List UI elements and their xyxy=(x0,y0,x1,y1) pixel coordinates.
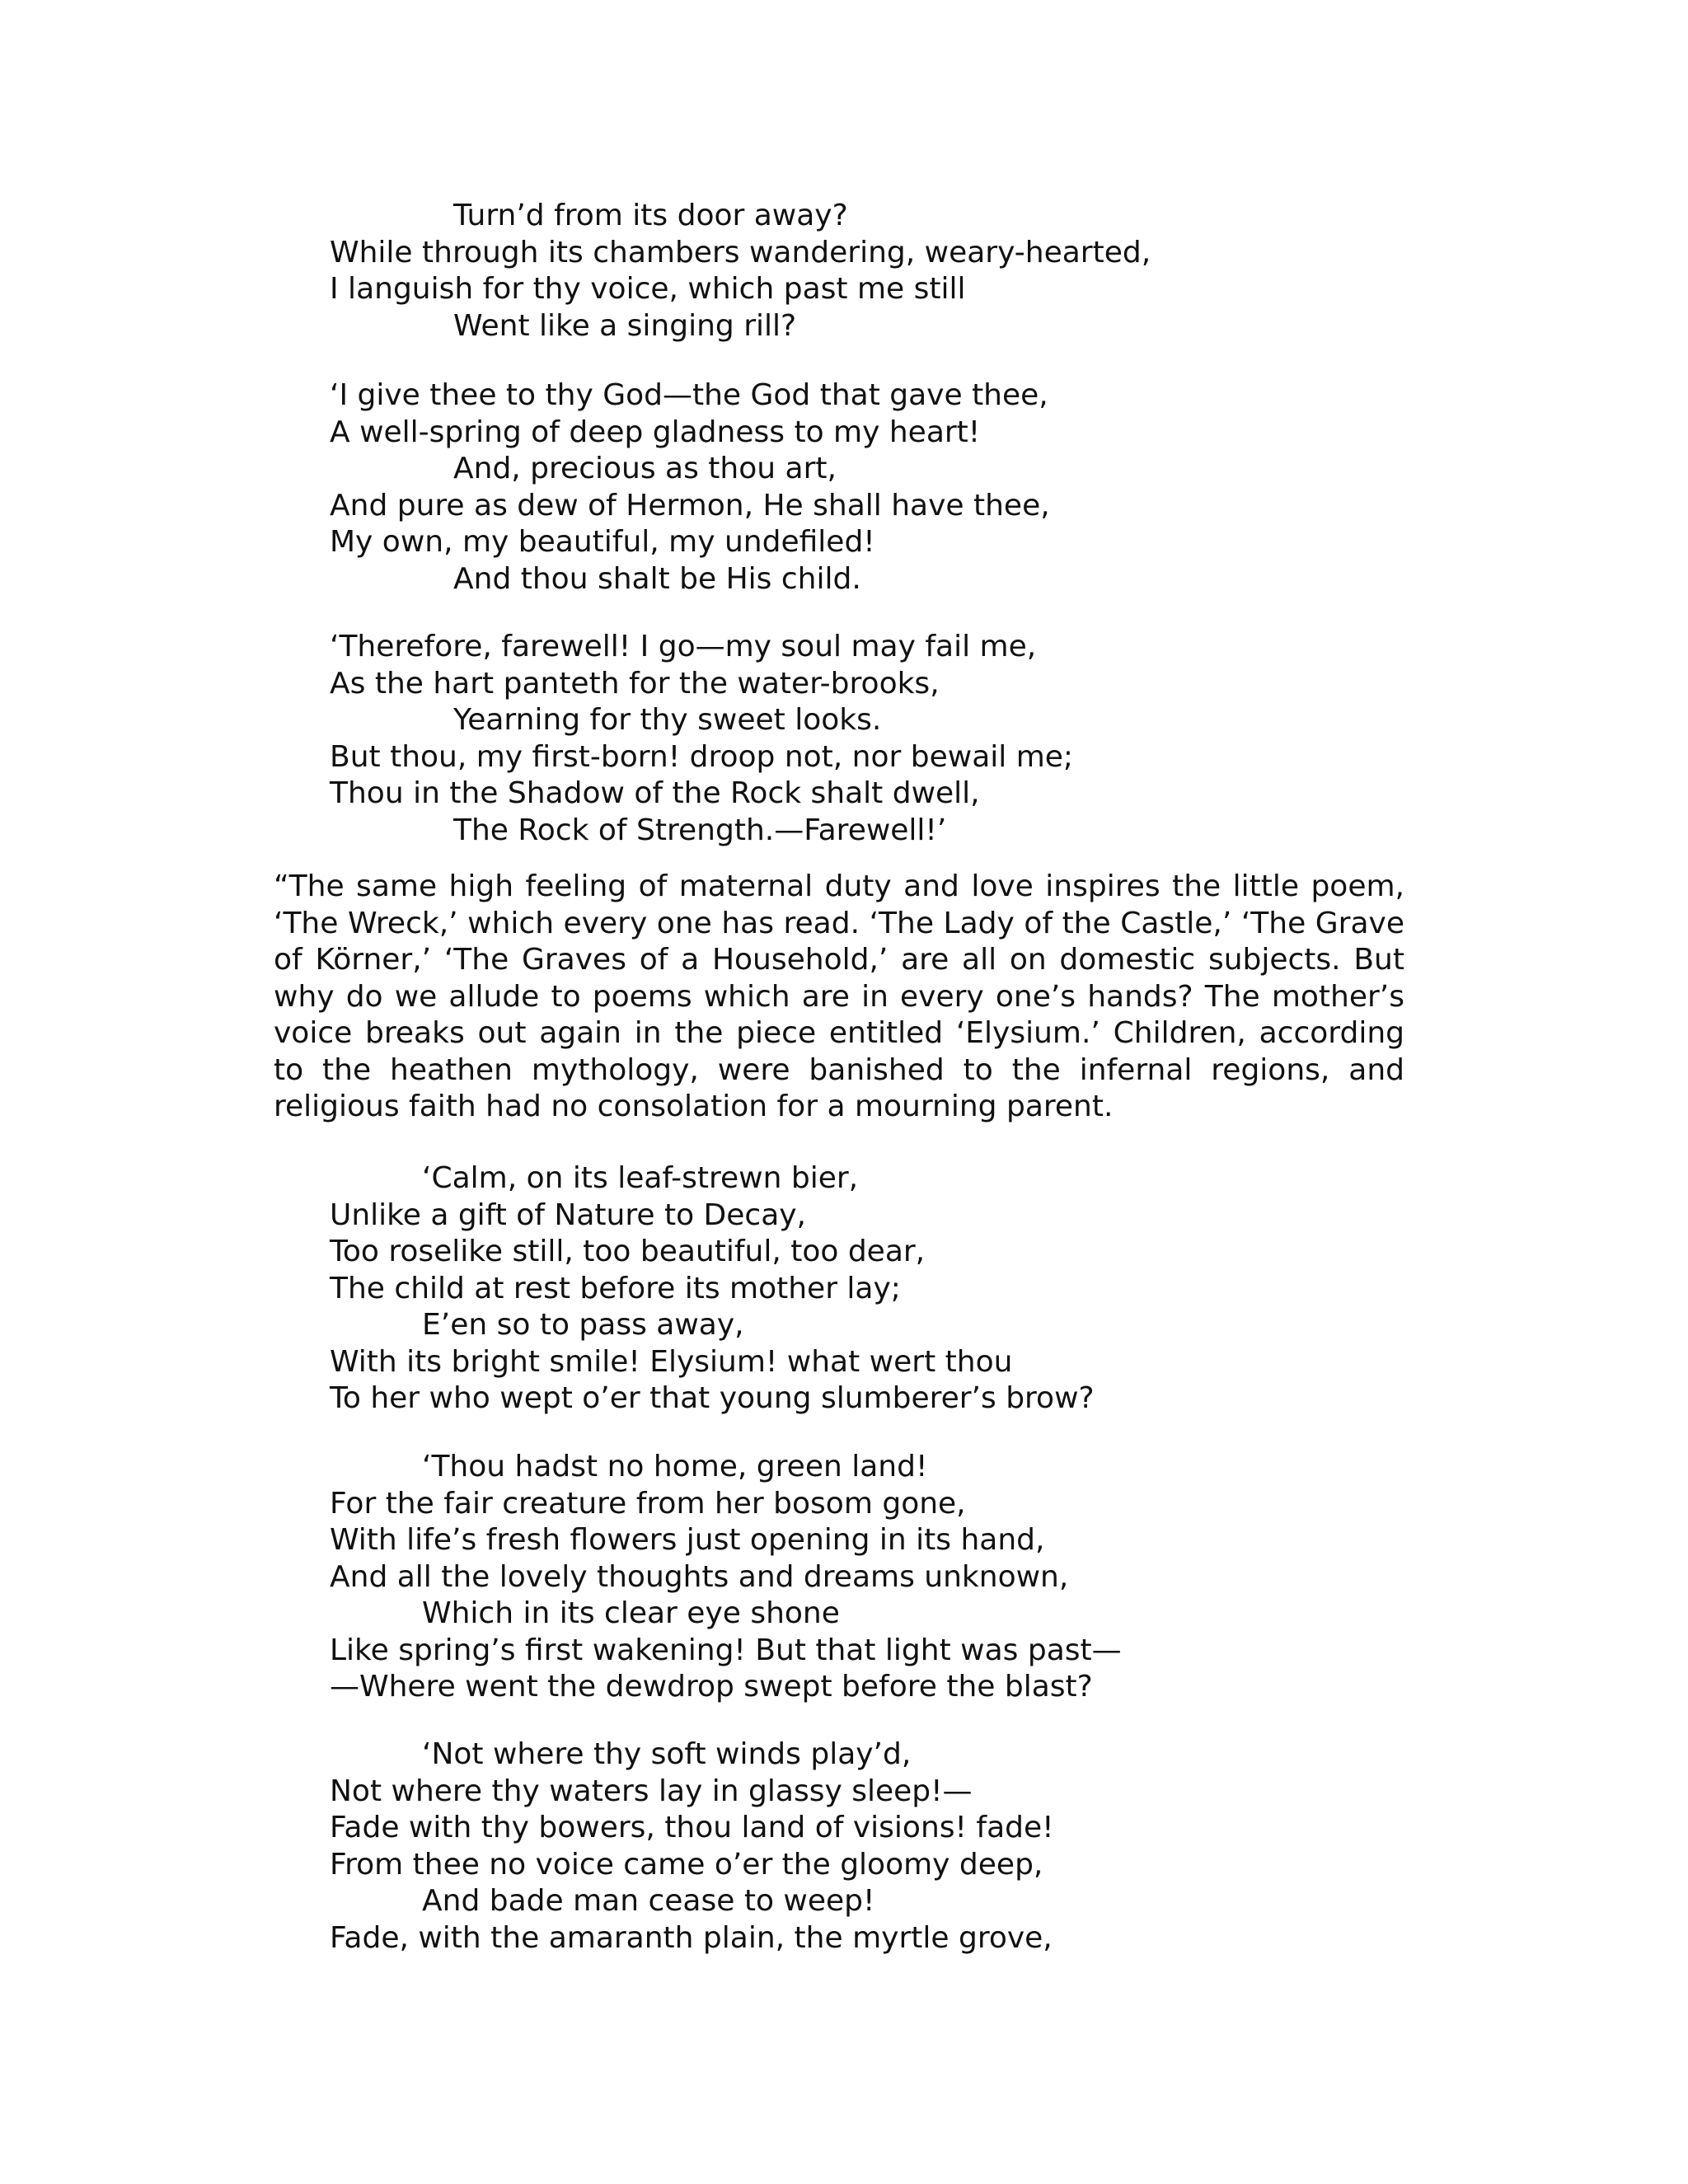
verse-line: And thou shalt be His child. xyxy=(453,561,861,596)
verse-line: ‘Not where thy soft winds play’d, xyxy=(422,1737,912,1771)
verse-line: With life’s fresh flowers just opening in its hand, xyxy=(330,1523,1045,1557)
verse-line: Which in its clear eye shone xyxy=(422,1596,840,1630)
poem-stanza-4 xyxy=(330,1160,1442,1418)
verse-line: But thou, my first-born! droop not, nor bewail me; xyxy=(330,739,1074,774)
prose-paragraph: “The same high feeling of maternal duty and love inspires the little poem, ‘The Wreck,’ which every one has read. ‘The Lady of the Castle,’ ‘The Grave of Körner,’ ‘The Graves of a Household,’ are all on domestic subjects. But why do we allude to poems which are in every one’s hands? The mother’s voice breaks out again in the piece entitled ‘Elysium.’ Children, according to the heathen mythology, were banished to the infernal regions, and religious faith had no consolation for a mourning parent. xyxy=(274,869,1404,1123)
verse-line: ‘Calm, on its leaf-strewn bier, xyxy=(422,1161,859,1195)
poem-stanza-6 xyxy=(330,1736,1442,1957)
poem-stanza-5 xyxy=(330,1449,1442,1706)
verse-line: The child at rest before its mother lay; xyxy=(330,1271,901,1305)
verse-line: To her who wept o’er that young slumberer’s brow? xyxy=(330,1381,1095,1415)
verse-line: Unlike a gift of Nature to Decay, xyxy=(330,1197,807,1232)
verse-line: My own, my beautiful, my undefiled! xyxy=(330,525,875,559)
verse-line: A well-spring of deep gladness to my heart! xyxy=(330,415,981,449)
verse-line: Fade, with the amaranth plain, the myrtle grove, xyxy=(330,1920,1053,1955)
verse-line: From thee no voice came o’er the gloomy deep, xyxy=(330,1847,1043,1882)
poem-stanza-2 xyxy=(330,377,1442,598)
verse-line: As the hart panteth for the water-brooks, xyxy=(330,666,940,701)
poem-stanza-1 xyxy=(330,198,1442,344)
verse-line: With its bright smile! Elysium! what wert thou xyxy=(330,1344,1013,1379)
verse-line: While through its chambers wandering, weary-hearted, xyxy=(330,235,1151,269)
verse-line: Yearning for thy sweet looks. xyxy=(453,703,882,737)
verse-line: ‘Thou hadst no home, green land! xyxy=(422,1450,928,1483)
verse-line: And all the lovely thoughts and dreams unknown, xyxy=(330,1559,1069,1594)
verse-line: ‘I give thee to thy God—the God that gave thee, xyxy=(330,378,1048,412)
verse-line: Like spring’s first wakening! But that light was past— xyxy=(330,1633,1122,1667)
verse-line: Turn’d from its door away? xyxy=(453,199,848,232)
verse-line: I languish for thy voice, which past me still xyxy=(330,272,966,306)
verse-line: The Rock of Strength.—Farewell!’ xyxy=(453,813,947,847)
verse-line: Fade with thy bowers, thou land of visions! fade! xyxy=(330,1811,1054,1844)
verse-line: E’en so to pass away, xyxy=(422,1308,744,1342)
verse-line: —Where went the dewdrop swept before the blast? xyxy=(330,1670,1093,1704)
verse-line: And bade man cease to weep! xyxy=(422,1884,875,1918)
poem-stanza-3 xyxy=(330,629,1442,849)
verse-line: And pure as dew of Hermon, He shall have thee, xyxy=(330,488,1050,523)
verse-line: ‘Therefore, farewell! I go—my soul may fail me, xyxy=(330,630,1037,663)
verse-line: And, precious as thou art, xyxy=(453,452,837,485)
verse-line: For the fair creature from her bosom gone, xyxy=(330,1486,966,1521)
verse-line: Went like a singing rill? xyxy=(453,308,797,343)
verse-line: Too roselike still, too beautiful, too dear, xyxy=(330,1235,926,1268)
verse-line: Thou in the Shadow of the Rock shalt dwell, xyxy=(330,776,980,810)
verse-line: Not where thy waters lay in glassy sleep!— xyxy=(330,1774,973,1808)
